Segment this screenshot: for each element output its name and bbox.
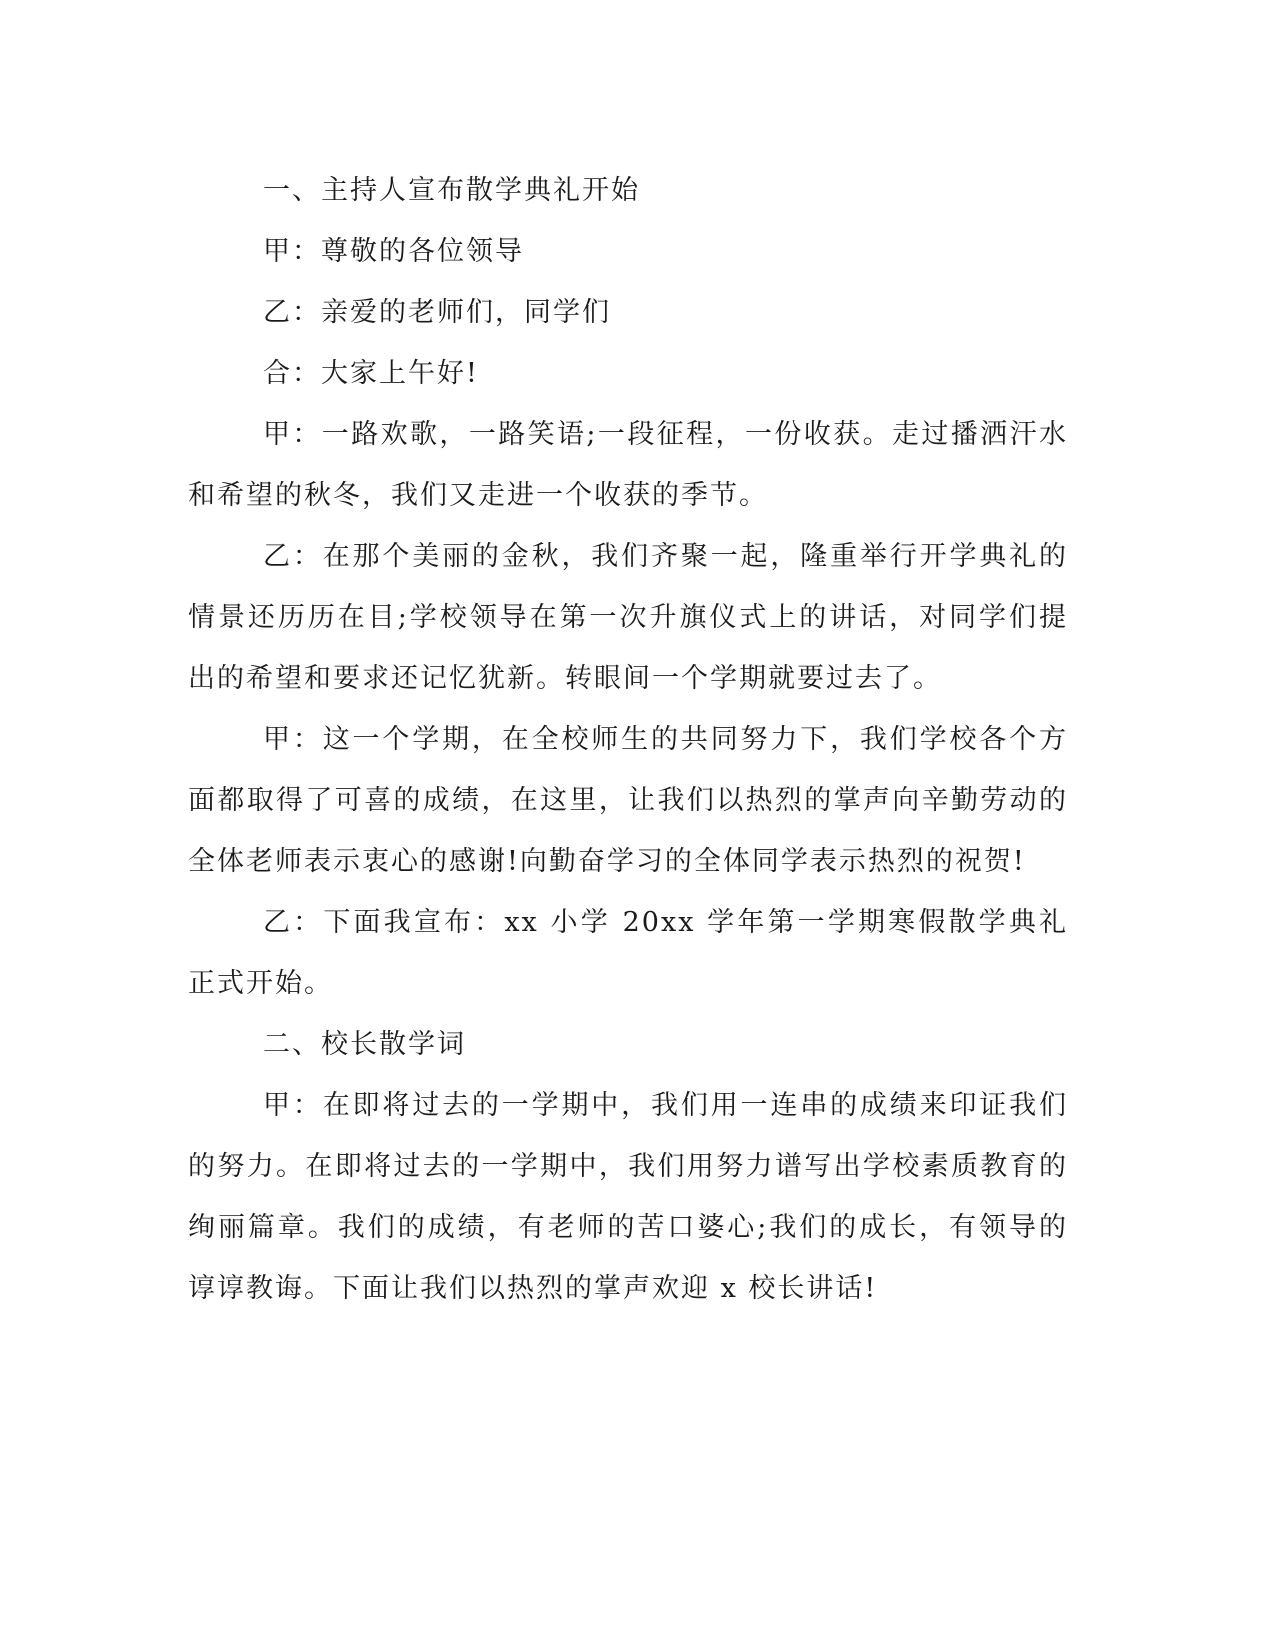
paragraph-yi-1: 乙：在那个美丽的金秋，我们齐聚一起，隆重举行开学典礼的情景还历历在目;学校领导在第一次升旗仪式上的讲话，对同学们提出的希望和要求还记忆犹新。转眼间一个学期就要过去了。: [188, 541, 1068, 694]
paragraph-jia-1: 甲：一路欢歌，一路笑语;一段征程，一份收获。走过播洒汗水和希望的秋冬，我们又走进一个收获的季节。: [188, 419, 1068, 511]
paragraph-jia-3: 甲：在即将过去的一学期中，我们用一连串的成绩来印证我们的努力。在即将过去的一学期中，我们用努力谱写出学校素质教育的绚丽篇章。我们的成绩，有老师的苦口婆心;我们的成长，有领导的谆谆教诲。下面让我们以热烈的掌声欢迎 x 校长讲话!: [188, 1090, 1068, 1304]
paragraph-greeting-jia: 甲：尊敬的各位领导: [263, 236, 524, 267]
paragraph-jia-2: 甲：这一个学期，在全校师生的共同努力下，我们学校各个方面都取得了可喜的成绩，在这里，让我们以热烈的掌声向辛勤劳动的全体老师表示衷心的感谢!向勤奋学习的全体同学表示热烈的祝贺!: [188, 724, 1068, 877]
paragraph-greeting-yi: 乙：亲爱的老师们，同学们: [263, 297, 611, 328]
paragraph-yi-2: 乙：下面我宣布：xx 小学 20xx 学年第一学期寒假散学典礼正式开始。: [188, 907, 1068, 999]
section-heading-opening: 一、主持人宣布散学典礼开始: [263, 175, 640, 206]
section-heading-principal: 二、校长散学词: [263, 1029, 466, 1060]
paragraph-greeting-together: 合：大家上午好!: [263, 358, 479, 389]
document-body: [188, 160, 1068, 1319]
